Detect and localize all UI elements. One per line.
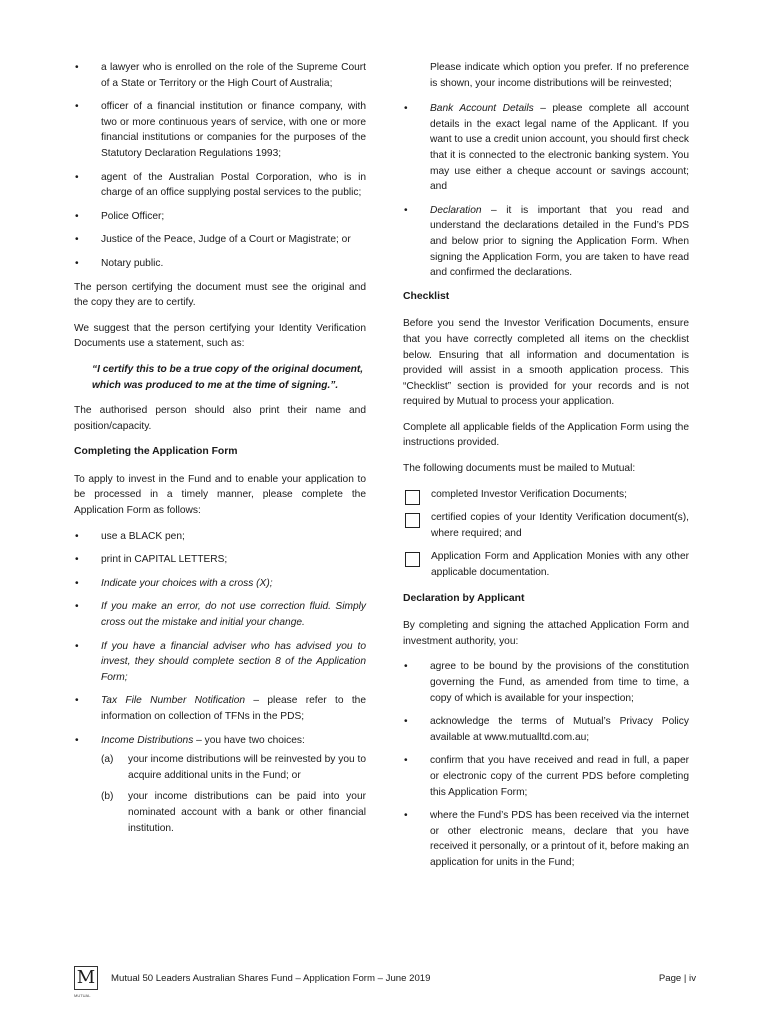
checklist <box>403 487 689 581</box>
checkbox[interactable] <box>405 552 420 567</box>
paragraph-indicate: Please indicate which option you prefer. If no preference is shown, your income distributions will be reinvested; <box>430 62 689 89</box>
paragraph-suggest: We suggest that the person certifying your Identity Verification Documents use a statement, such as: <box>74 322 366 350</box>
list-item: • use a BLACK pen; <box>75 530 185 542</box>
list-item: • If you make an error, do not use correction fluid. Simply cross out the mistake and initial your change. <box>75 601 366 629</box>
list-item: • print in CAPITAL LETTERS; <box>75 554 228 566</box>
paragraph-before: Before you send the Investor Verification Documents, ensure that you have correctly completed all items on the checklist below. Ensuring that all information and documentation is provided will assist in a smooth application process. This “Checklist” section is provided for your records and is not required by Mutual to process your application. <box>403 318 689 408</box>
paragraph-authorised: The authorised person should also print their name and position/capacity. <box>74 405 366 432</box>
paragraph-certify: The person certifying the document must see the original and the copy they are to certify. <box>74 281 366 309</box>
form-notes-list <box>403 101 689 281</box>
page-number: Page | iv <box>658 973 696 984</box>
list-item: • agree to be bound by the provisions of the constitution governing the Fund, as amended from time to time, a copy of which is available for your inspection; <box>404 661 689 704</box>
list-item: • a lawyer who is enrolled on the role of the Supreme Court of a State or Territory or the High Court of Australia; <box>75 62 366 89</box>
paragraph-by: By completing and signing the attached Application Form and investment authority, you: <box>403 620 689 647</box>
footer-title: Mutual 50 Leaders Australian Shares Fund – Application Form – June 2019 <box>111 973 431 984</box>
checkbox[interactable] <box>405 513 420 528</box>
paragraph-mailed: The following documents must be mailed to Mutual: <box>403 463 636 475</box>
checklist-item: Application Form and Application Monies with any other applicable documentation. <box>403 549 689 580</box>
paragraph-apply: To apply to invest in the Fund and to enable your application to be processed in a timely manner, please complete the Application Form as follows: <box>74 473 366 517</box>
list-item: • Tax File Number Notification – please refer to the information on collection of TFNs in the PDS; <box>75 695 366 722</box>
right-column <box>403 60 689 879</box>
list-item: • Indicate your choices with a cross (X); <box>75 577 273 589</box>
list-item: • agent of the Australian Postal Corporation, who is in charge of an office supplying postal services to the public; <box>75 171 366 199</box>
list-item: • Police Officer; <box>75 210 165 222</box>
heading-completing: Completing the Application Form <box>74 446 238 458</box>
list-item: • officer of a financial institution or finance company, with two or more continuous years of service, with one or more financial institutions or companies for the purposes of the Statutory Declaration Regulations 1993; <box>75 101 366 159</box>
checklist-item: certified copies of your Identity Verification document(s), where required; and <box>403 510 689 541</box>
list-item: • acknowledge the terms of Mutual’s Privacy Policy available at www.mutualltd.com.au; <box>404 716 689 743</box>
page-footer <box>74 966 696 996</box>
certification-quote: “I certify this to be a true copy of the original document, which was produced to me at the time of signing.”. <box>92 363 364 391</box>
list-item: • Income Distributions – you have two choices: (a) your income distributions will be reinvested by you to acquire additional units in the Fund; or (b) your income distributions can be paid into your nominated account with a bank or other financial institution. <box>74 733 366 837</box>
checklist-item: completed Investor Verification Documents; <box>403 487 689 503</box>
mutual-logo: M <box>74 966 98 990</box>
list-item: • Declaration – it is important that you read and understand the declarations detailed in the Fund’s PDS and below prior to signing the Application Form. When signing the Application Form, you are taken to have read and confirmed the declarations. <box>404 204 689 279</box>
paragraph-complete: Complete all applicable fields of the Application Form using the instructions provided. <box>403 421 689 449</box>
heading-checklist: Checklist <box>403 290 450 302</box>
list-item: • Justice of the Peace, Judge of a Court or Magistrate; or <box>75 234 351 246</box>
income-options <box>101 752 366 836</box>
list-item: • If you have a financial adviser who has advised you to invest, they should complete section 8 of the Application Form; <box>75 640 366 683</box>
declaration-list <box>403 659 689 870</box>
instruction-list <box>74 529 366 837</box>
list-item: • Notary public. <box>75 257 164 269</box>
logo-subtext: MUTUAL <box>74 993 91 998</box>
checkbox[interactable] <box>405 490 420 505</box>
list-item: • where the Fund’s PDS has been received via the internet or other electronic means, declare that you have received it personally, or a printout of it, before making an application for units in the Fund; <box>404 810 689 868</box>
list-item: • Bank Account Details – please complete all account details in the exact legal name of the Applicant. If you want to use a credit union account, you should first check that it is connected to the electronic banking system. You may use either a cheque account or savings account; and <box>404 103 689 193</box>
left-column <box>74 60 366 844</box>
list-item: • confirm that you have received and read in full, a paper or electronic copy of the current PDS before completing this Application Form; <box>404 755 689 798</box>
income-option: (a) your income distributions will be reinvested by you to acquire additional units in the Fund; or <box>101 754 366 781</box>
income-option: (b) your income distributions can be paid into your nominated account with a bank or other financial institution. <box>101 791 366 834</box>
certifier-list <box>74 60 366 272</box>
heading-declaration: Declaration by Applicant <box>403 592 525 604</box>
